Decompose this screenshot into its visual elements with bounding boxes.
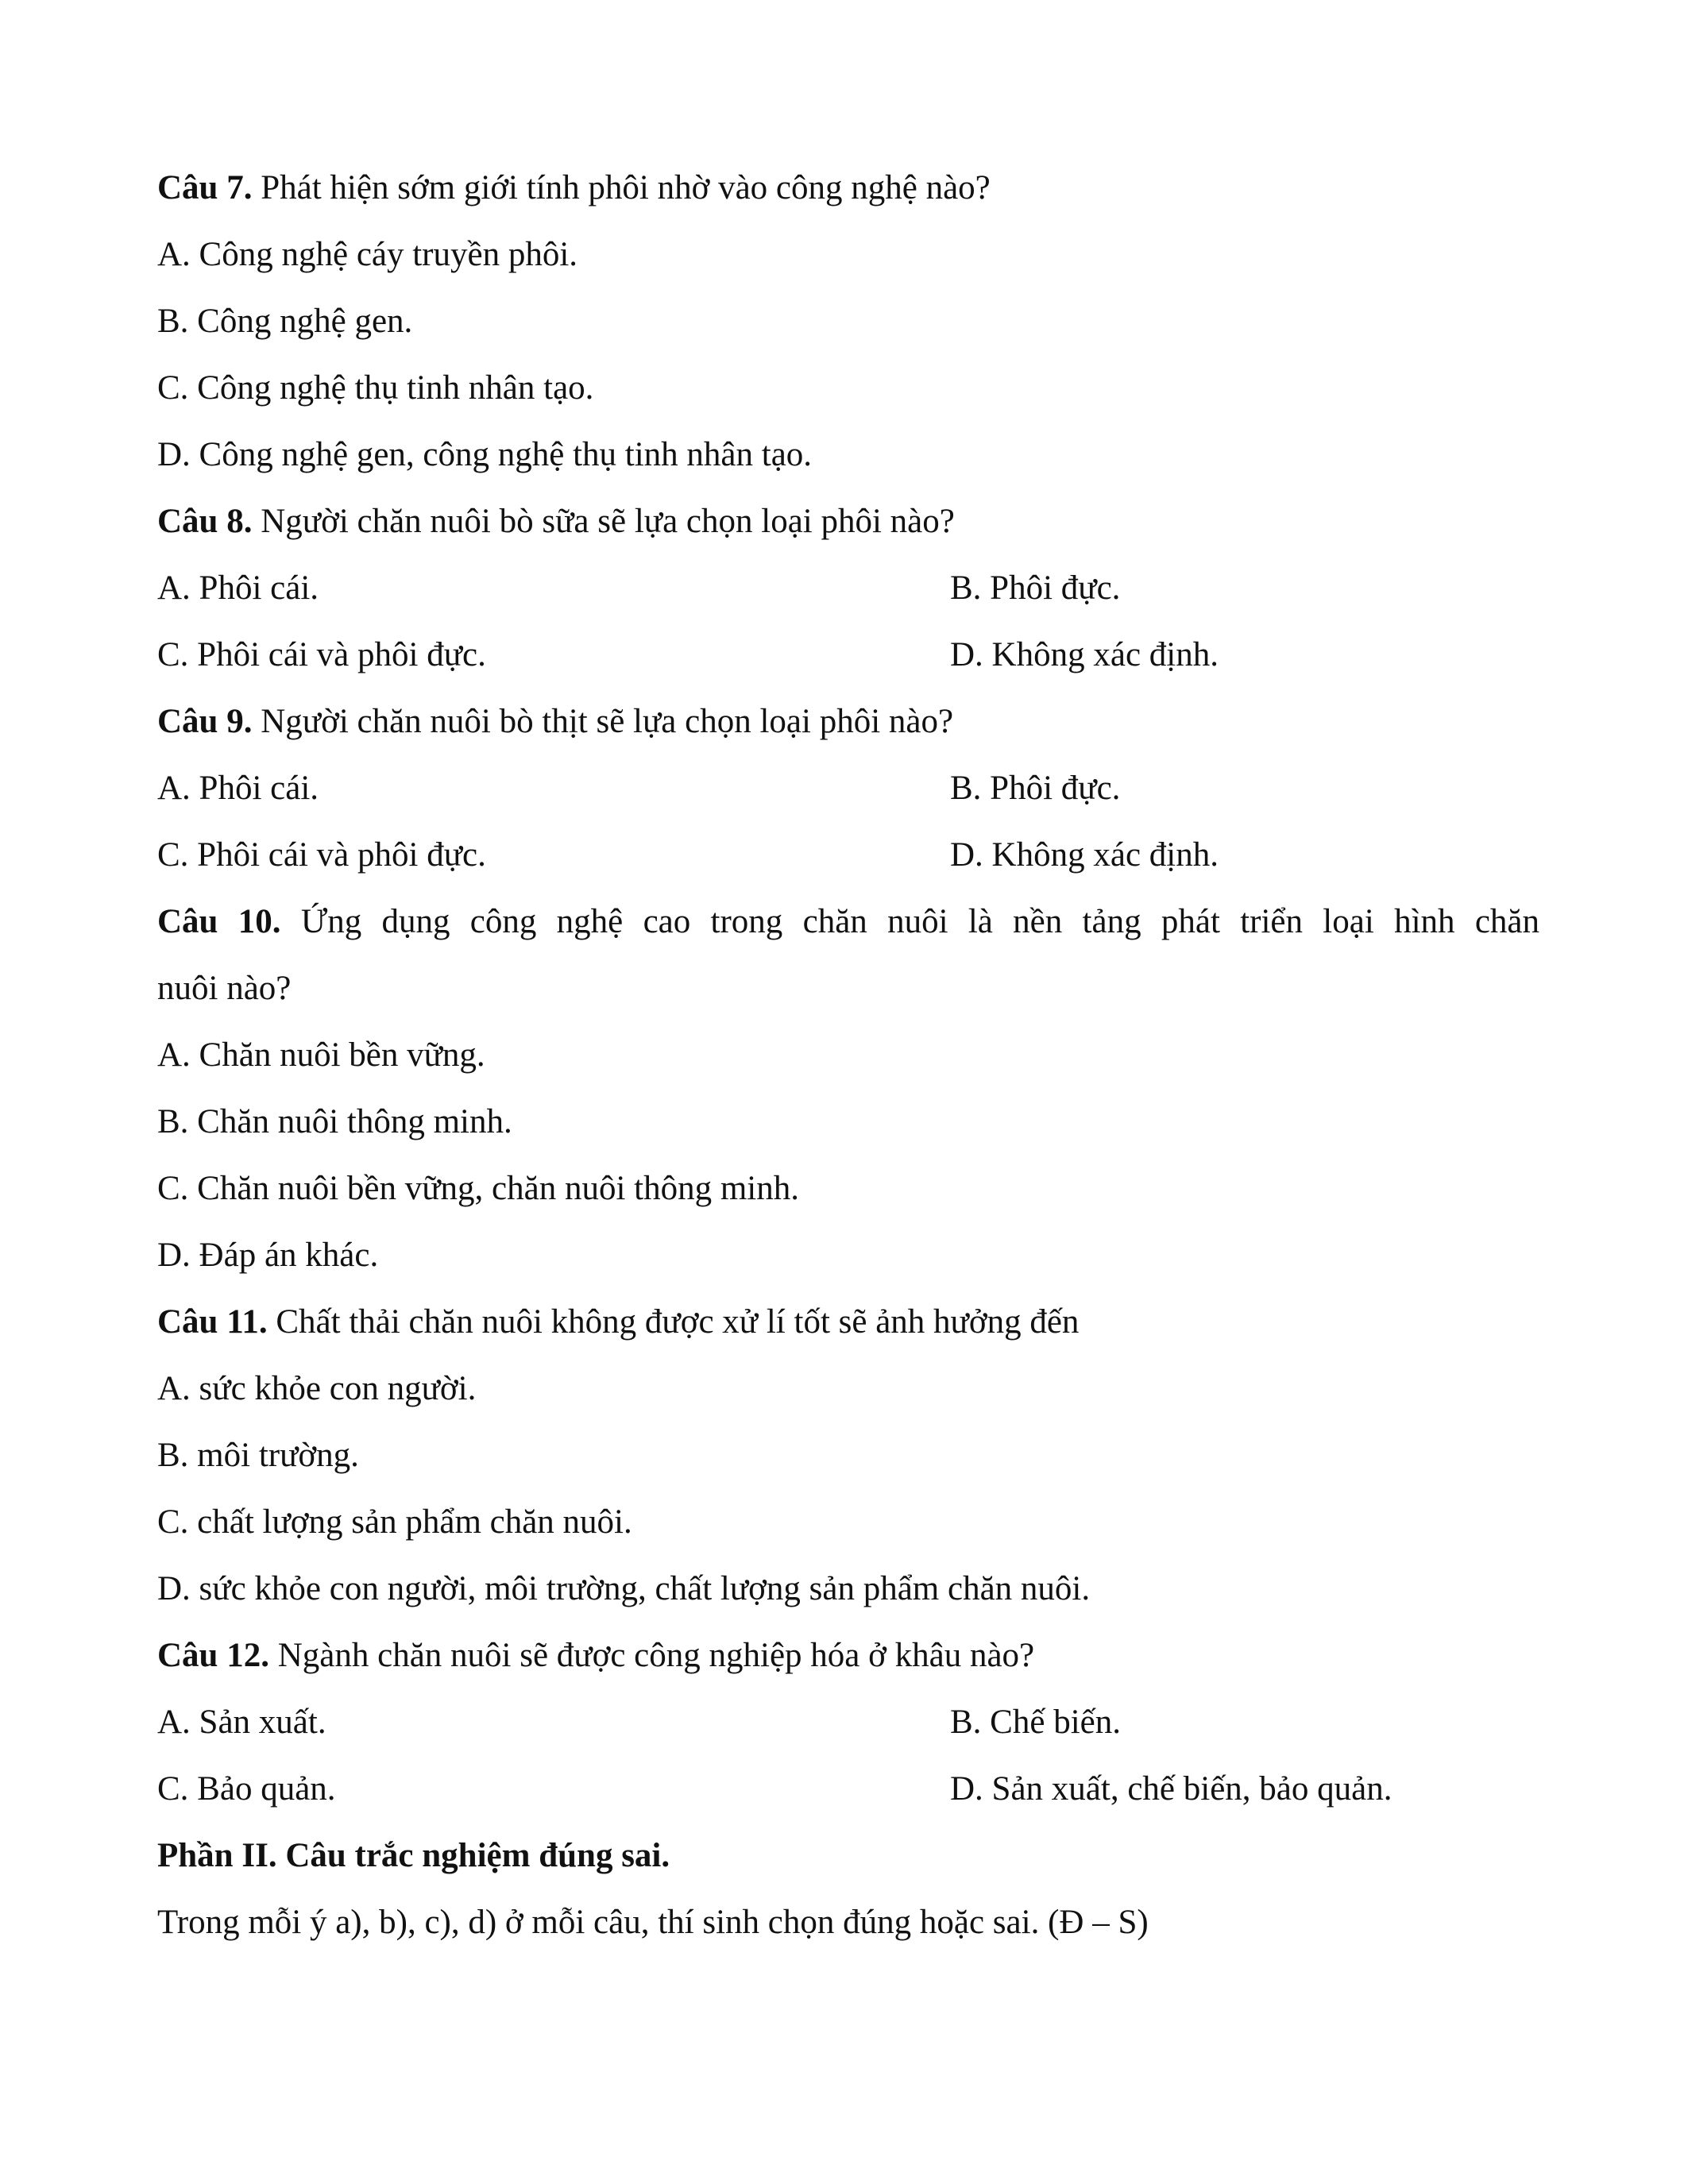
option-row xyxy=(157,622,1539,689)
option-row xyxy=(157,755,1539,822)
option-c: C. chất lượng sản phẩm chăn nuôi. xyxy=(157,1503,632,1541)
question-10 xyxy=(157,889,1539,955)
question-number: Câu 12. xyxy=(157,1637,269,1674)
option-a: A. Công nghệ cáy truyền phôi. xyxy=(157,236,578,273)
option-b: B. Phôi đực. xyxy=(950,770,1121,807)
option-d: D. Đáp án khác. xyxy=(157,1237,379,1274)
option-a: A. Phôi cái. xyxy=(157,569,319,607)
option-d: D. Công nghệ gen, công nghệ thụ tinh nhân tạo. xyxy=(157,436,813,473)
question-8 xyxy=(157,488,1539,555)
option-a: A. Phôi cái. xyxy=(157,770,319,807)
question-11 xyxy=(157,1289,1539,1356)
content xyxy=(157,155,1539,1956)
question-number: Câu 10. xyxy=(157,903,281,940)
option-b: B. Phôi đực. xyxy=(950,569,1121,607)
option-a: A. Sản xuất. xyxy=(157,1704,326,1741)
question-9 xyxy=(157,689,1539,755)
option-c: C. Công nghệ thụ tinh nhân tạo. xyxy=(157,369,594,407)
question-text: Ngành chăn nuôi sẽ được công nghiệp hóa ở khâu nào? xyxy=(268,1637,1035,1674)
option-a: A. sức khỏe con người. xyxy=(157,1370,477,1407)
section-title: Phần II. Câu trắc nghiệm đúng sai. xyxy=(157,1837,670,1874)
question-number: Câu 9. xyxy=(157,703,253,740)
option-d: D. Sản xuất, chế biến, bảo quản. xyxy=(950,1770,1393,1808)
option-c: C. Bảo quản. xyxy=(157,1770,336,1808)
option-c: C. Phôi cái và phôi đực. xyxy=(157,836,486,874)
option-c: C. Chăn nuôi bền vững, chăn nuôi thông minh. xyxy=(157,1170,799,1207)
option-row xyxy=(157,555,1539,622)
option-a: A. Chăn nuôi bền vững. xyxy=(157,1036,485,1074)
option-row xyxy=(157,1689,1539,1756)
option-row xyxy=(157,822,1539,889)
section-instruction: Trong mỗi ý a), b), c), d) ở mỗi câu, thí sinh chọn đúng hoặc sai. (Đ – S) xyxy=(157,1904,1149,1941)
option-d: D. sức khỏe con người, môi trường, chất lượng sản phẩm chăn nuôi. xyxy=(157,1570,1091,1607)
question-7 xyxy=(157,155,1539,222)
question-text: Người chăn nuôi bò sữa sẽ lựa chọn loại phôi nào? xyxy=(252,503,955,540)
question-text: Ứng dụng công nghệ cao trong chăn nuôi là nền tảng phát triển loại hình chăn xyxy=(280,903,1540,940)
question-number: Câu 11. xyxy=(157,1303,268,1341)
option-d: D. Không xác định. xyxy=(950,836,1219,874)
question-12 xyxy=(157,1623,1539,1689)
option-c: C. Phôi cái và phôi đực. xyxy=(157,636,486,673)
option-b: B. Chế biến. xyxy=(950,1704,1121,1741)
question-number: Câu 8. xyxy=(157,503,253,540)
option-b: B. môi trường. xyxy=(157,1437,359,1474)
option-b: B. Công nghệ gen. xyxy=(157,303,413,340)
option-b: B. Chăn nuôi thông minh. xyxy=(157,1103,512,1140)
question-text: Phát hiện sớm giới tính phôi nhờ vào công nghệ nào? xyxy=(252,169,991,206)
question-text: Chất thải chăn nuôi không được xử lí tốt sẽ ảnh hưởng đến xyxy=(267,1303,1080,1341)
option-row xyxy=(157,1756,1539,1823)
question-text-continued: nuôi nào? xyxy=(157,970,292,1007)
option-d: D. Không xác định. xyxy=(950,636,1219,673)
question-text: Người chăn nuôi bò thịt sẽ lựa chọn loại phôi nào? xyxy=(252,703,954,740)
question-number: Câu 7. xyxy=(157,169,253,206)
